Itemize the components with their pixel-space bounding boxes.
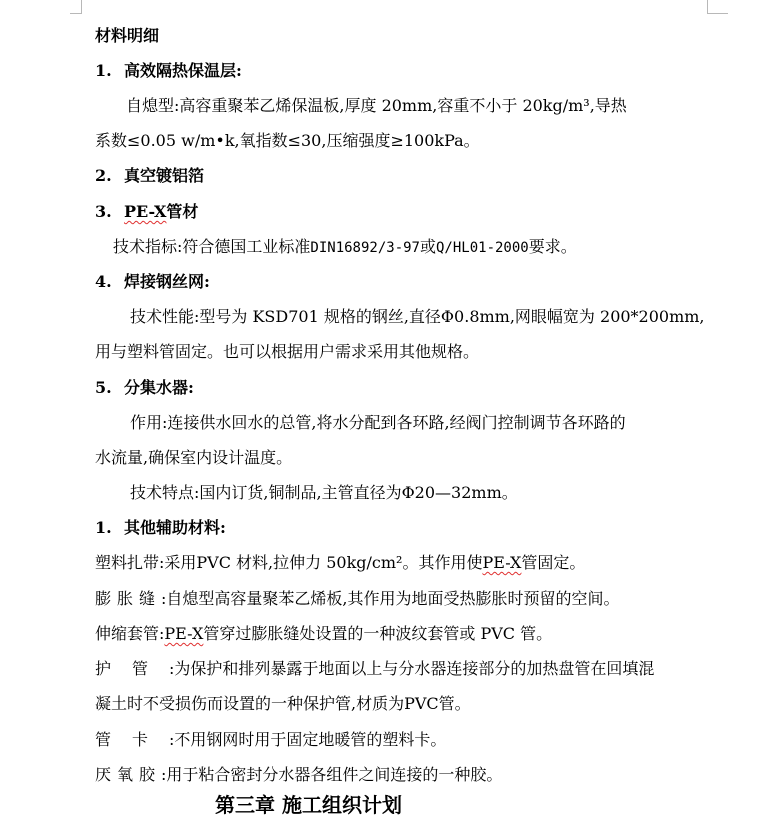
paragraph-line: 用与塑料管固定。也可以根据用户需求采用其他规格。 xyxy=(95,342,480,361)
item-label: 厌氧胶 xyxy=(95,765,162,784)
section-title: 分集水器: xyxy=(124,378,194,397)
section-title: 真空镀铝箔 xyxy=(124,166,205,185)
aux-item-anaerobic-glue xyxy=(95,764,502,786)
text-run: :自熄型高容量聚苯乙烯板,其作用为地面受热膨胀时预留的空间。 xyxy=(161,589,620,608)
paragraph-line: 系数≤0.05 w/m•k,氧指数≤30,压缩强度≥100kPa。 xyxy=(95,131,480,150)
aux-item-expansion-joint xyxy=(95,588,620,610)
item-label: 膨胀缝 xyxy=(95,589,162,608)
standard-code: Q/HL01-2000 xyxy=(436,240,529,256)
section-number: 4. xyxy=(95,272,112,291)
item-label: 护管 xyxy=(95,659,170,678)
text-run: :不用钢网时用于固定地暖管的塑料卡。 xyxy=(169,730,447,749)
text-run: 要求。 xyxy=(528,237,577,256)
text-run: :为保护和排列暴露于地面以上与分水器连接部分的加热盘管在回填混 xyxy=(169,659,655,678)
page-corner-mark-right xyxy=(707,0,728,14)
section-title: 其他辅助材料: xyxy=(124,518,226,537)
spellcheck-term: PE-X xyxy=(482,553,522,572)
standard-code: DIN16892/3-97 xyxy=(310,240,420,256)
section-heading-5 xyxy=(95,377,194,399)
item-label: 管卡 xyxy=(95,730,170,749)
paragraph-line: 水流量,确保室内设计温度。 xyxy=(95,448,293,467)
spellcheck-term: PE-X xyxy=(124,202,167,221)
section-number: 2. xyxy=(95,166,112,185)
section-number: 1. xyxy=(95,518,112,537)
paragraph-line: 自熄型:高容重聚苯乙烯保温板,厚度 20mm,容重不小于 20kg/m³,导热 xyxy=(126,96,627,115)
section-number: 5. xyxy=(95,378,112,397)
section-number: 3. xyxy=(95,202,112,221)
section-heading-6 xyxy=(95,517,226,539)
text-run: 伸缩套管: xyxy=(95,624,165,643)
section-heading-2 xyxy=(95,165,204,187)
page-corner-mark-left xyxy=(70,0,82,14)
document-title: 材料明细 xyxy=(95,26,160,45)
aux-item-sleeve xyxy=(95,623,552,645)
text-run: 管穿过膨胀缝处设置的一种波纹套管或 PVC 管。 xyxy=(203,624,553,643)
spellcheck-term: PE-X xyxy=(164,624,204,643)
section-title: 焊接钢丝网: xyxy=(124,272,210,291)
paragraph-line: 凝土时不受损伤而设置的一种保护管,材质为PVC管。 xyxy=(95,694,471,713)
text-run: :用于粘合密封分水器各组件之间连接的一种胶。 xyxy=(161,765,503,784)
aux-item-pipe-clip xyxy=(95,729,446,751)
text-run: 技术指标:符合德国工业标准 xyxy=(113,237,311,256)
text-run: 或 xyxy=(419,237,436,256)
aux-item-cable-tie xyxy=(95,552,585,574)
text-run: 管固定。 xyxy=(521,553,586,572)
section-title: 管材 xyxy=(166,202,199,221)
paragraph-line: 技术性能:型号为 KSD701 规格的钢丝,直径Φ0.8mm,网眼幅宽为 200*200mm, xyxy=(130,307,705,326)
section-number: 1. xyxy=(95,61,112,80)
next-chapter-heading: 第三章 施工组织计划 xyxy=(215,793,402,817)
section-heading-4 xyxy=(95,271,210,293)
section-heading-1 xyxy=(95,60,242,82)
paragraph-line xyxy=(113,236,577,259)
text-run: 塑料扎带:采用PVC 材料,拉伸力 50kg/cm²。其作用使 xyxy=(95,553,483,572)
section-heading-3 xyxy=(95,201,198,223)
section-title: 高效隔热保温层: xyxy=(124,61,242,80)
aux-item-protective-pipe xyxy=(95,658,654,680)
paragraph-line: 技术特点:国内订货,铜制品,主管直径为Φ20—32mm。 xyxy=(130,483,518,502)
paragraph-line: 作用:连接供水回水的总管,将水分配到各环路,经阀门控制调节各环路的 xyxy=(130,413,626,432)
